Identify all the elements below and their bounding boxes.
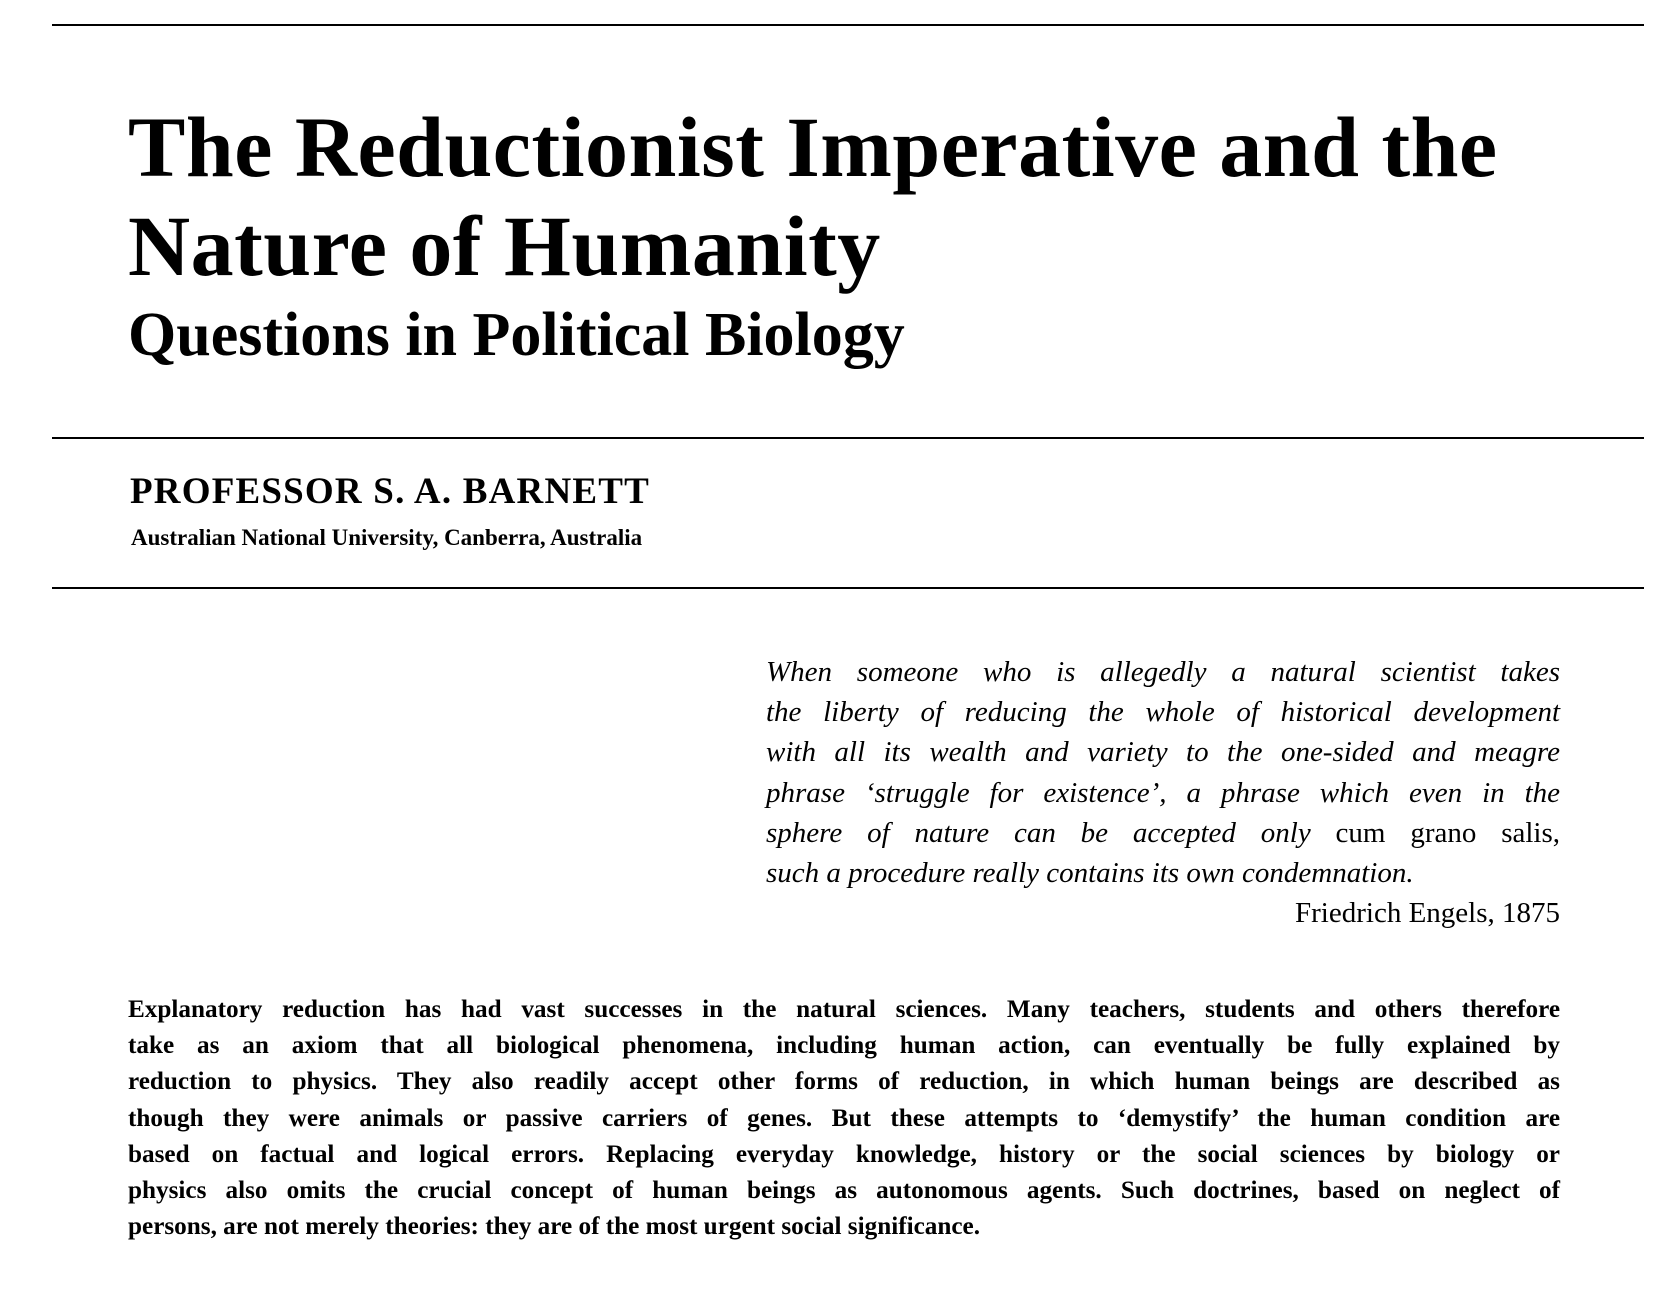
epigraph-line-3: with all its wealth and variety to the one-sided and meagre [766,736,1560,769]
epigraph-line-2: the liberty of reducing the whole of historical development [766,696,1560,729]
abstract-line-4: though they were animals or passive carriers of genes. But these attempts to ‘demystify’ the human condition are [128,1104,1560,1132]
author-name: PROFESSOR S. A. BARNETT [130,471,651,512]
article-title [128,98,1608,296]
abstract-line-1: Explanatory reduction has had vast successes in the natural sciences. Many teachers, students and others therefore [128,996,1560,1023]
article-title-line-2: Nature of Humanity [128,198,881,294]
article-subtitle: Questions in Political Biology [128,301,905,369]
epigraph-attribution: Friedrich Engels, 1875 [1295,897,1560,930]
top-rule [52,24,1644,26]
abstract-line-5: based on factual and logical errors. Replacing everyday knowledge, history or the social sciences by biology or [128,1140,1560,1168]
abstract-line-3: reduction to physics. They also readily accept other forms of reduction, in which human beings are described as [128,1068,1560,1096]
middle-rule [52,437,1644,439]
epigraph-line-4: phrase ‘struggle for existence’, a phrase which even in the [766,776,1560,809]
epigraph-line-1: When someone who is allegedly a natural scientist takes [766,656,1560,688]
epigraph-line-5-italic: sphere of nature can be accepted only [766,816,1311,849]
lower-rule [52,587,1644,589]
abstract-line-6: physics also omits the crucial concept of human beings as autonomous agents. Such doctrines, based on neglect of [128,1177,1560,1205]
epigraph [766,652,1560,933]
epigraph-latin-phrase: cum grano salis, [1335,816,1560,849]
author-affiliation: Australian National University, Canberra, Australia [131,525,643,550]
epigraph-line-6: such a procedure really contains its own condemnation. [766,857,1414,890]
abstract [128,992,1560,1245]
article-title-line-1: The Reductionist Imperative and the [128,99,1498,195]
abstract-line-7: persons, are not merely theories: they are of the most urgent social significance. [128,1213,981,1241]
abstract-line-2: take as an axiom that all biological phenomena, including human action, can eventually be fully explained by [128,1032,1560,1060]
epigraph-line-5 [766,813,1560,853]
